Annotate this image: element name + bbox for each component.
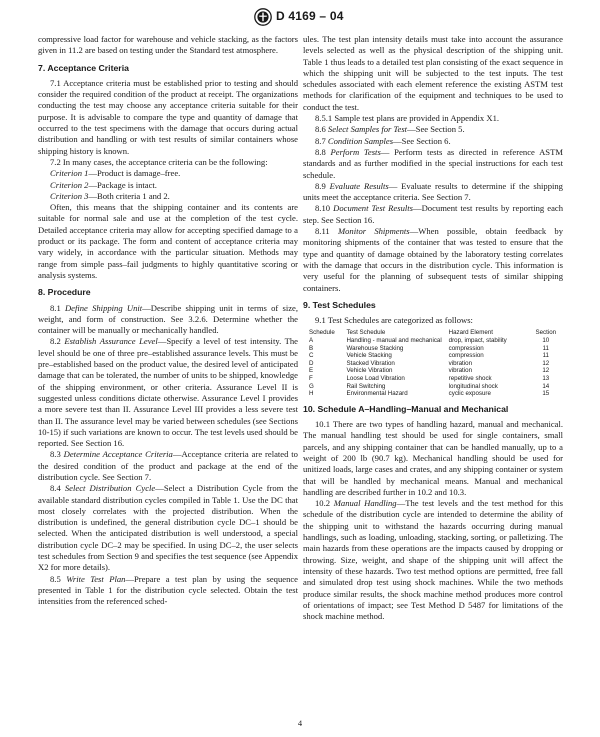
paragraph-8-5-text: —Prepare a test plan by using the sequence presented in Table 1 for the distribution cycle selected. Obtain the test intensities from the referenced sched- bbox=[38, 573, 299, 607]
table-row bbox=[303, 345, 563, 353]
criterion-1 bbox=[38, 168, 298, 179]
criterion-3-label: Criterion 3 bbox=[50, 190, 89, 201]
paragraph-8-3 bbox=[38, 449, 298, 483]
table-cell: compression bbox=[448, 352, 484, 360]
paragraph-8-6-number: 8.6 bbox=[315, 124, 326, 135]
table-cell: 11 bbox=[542, 344, 550, 352]
paragraph-8-3-number: 8.3 bbox=[50, 449, 61, 460]
table-cell: 13 bbox=[542, 374, 550, 382]
table-cell: B bbox=[309, 344, 314, 352]
table-row bbox=[303, 367, 563, 375]
paragraph-8-7 bbox=[303, 136, 563, 147]
paragraph-8-3-title: Determine Acceptance Criteria bbox=[63, 449, 173, 460]
table-cell: Vehicle Stacking bbox=[346, 352, 392, 360]
table-row bbox=[303, 383, 563, 391]
paragraph-8-1-title: Define Shipping Unit bbox=[64, 302, 143, 313]
paragraph-10-2-text: —The test levels and the test method for this schedule of the distribution cycle are intended to determine the ability of the shipping unit to withstand the hazards occurring during manual handlings, such as loading, unloading, stacking, sorting, or palletizing. The main hazards from these operations are the impacts caused by dropping or throwing. Size, weight, and shape of the shipping unit will affect the intensity of these hazards. Two test method options are permitted, free fall and simulated drop test using shock machines. While the two methods produce similar results, the shock machine method produces more control of orientations of impact; see Test Method D 5487 for limitations of the shock machine method. bbox=[303, 498, 563, 622]
table-cell: cyclic exposure bbox=[448, 390, 491, 398]
paragraph-8-8-text: — Perform tests as directed in reference ASTM standards and as further modified in the special instructions for each test schedule. bbox=[303, 146, 563, 180]
paragraph-10-2 bbox=[303, 498, 563, 622]
paragraph-8-9-title: Evaluate Results bbox=[329, 180, 389, 191]
paragraph-9-1: 9.1 Test Schedules are categorized as follows: bbox=[315, 315, 473, 326]
paragraph-7-often: Often, this means that the shipping container and its contents are suitable for normal sale and use at the completion of the test cycle. Detailed acceptance criteria may allow for accepting specified damage to a product or its package. The form and content of acceptance criteria may vary widely, in accordance with the particular situation. Methods may range from simple pass–fail judgments to highly quantitative scoring or analysis systems. bbox=[38, 202, 298, 280]
paragraph-8-9-text: — Evaluate results to determine if the shipping units meet the acceptance criteria. See Section 7. bbox=[303, 180, 563, 203]
paragraph-8-8 bbox=[303, 147, 563, 181]
paragraph-8-7-number: 8.7 bbox=[315, 135, 326, 146]
paragraph-8-4 bbox=[38, 483, 298, 573]
paragraph-8-11-number: 8.11 bbox=[315, 226, 330, 237]
paragraph-8-4-number: 8.4 bbox=[50, 483, 61, 494]
table-row bbox=[303, 337, 563, 345]
criterion-3-text: —Both criteria 1 and 2. bbox=[88, 190, 170, 201]
paragraph-8-6 bbox=[303, 124, 563, 135]
table-cell: Warehouse Stacking bbox=[346, 344, 404, 352]
table-cell: A bbox=[309, 337, 314, 345]
table-cell: compression bbox=[448, 344, 484, 352]
criterion-2-label: Criterion 2 bbox=[50, 179, 89, 190]
section-9-heading: 9. Test Schedules bbox=[303, 299, 376, 310]
paragraph-8-1-text: —Describe shipping unit in terms of size, weight, and form of construction. See 3.2.6. Determine whether the container will be manually or mechanically handled. bbox=[38, 302, 298, 336]
paragraph-8-11 bbox=[303, 226, 563, 294]
test-schedules-table bbox=[303, 329, 563, 397]
paragraph-10-2-title: Manual Handling bbox=[333, 498, 397, 509]
table-cell: vibration bbox=[448, 359, 473, 367]
section-10-heading: 10. Schedule A–Handling–Manual and Mechanical bbox=[303, 403, 509, 414]
section-8-heading: 8. Procedure bbox=[38, 287, 91, 298]
table-cell: Loose Load Vibration bbox=[346, 374, 405, 382]
table-cell: 15 bbox=[542, 390, 550, 398]
table-cell: Handling - manual and mechanical bbox=[346, 337, 442, 345]
paragraph-8-2-title: Establish Assurance Level bbox=[64, 336, 158, 347]
paragraph-8-10-title: Document Test Results bbox=[333, 203, 413, 214]
paragraph-8-9 bbox=[303, 181, 563, 204]
paragraph-7-2: 7.2 In many cases, the acceptance criteria can be the following: bbox=[50, 156, 268, 167]
paragraph-8-10 bbox=[303, 203, 563, 226]
paragraph-8-6-text: —See Section 5. bbox=[407, 124, 465, 135]
paragraph-8-8-number: 8.8 bbox=[315, 146, 326, 157]
astm-logo-icon bbox=[254, 8, 272, 26]
table-cell: Stacked Vibration bbox=[346, 359, 395, 367]
paragraph-8-1 bbox=[38, 303, 298, 337]
table-cell: 10 bbox=[542, 337, 550, 345]
table-cell: 11 bbox=[542, 352, 550, 360]
table-cell: repetitive shock bbox=[448, 374, 492, 382]
table-cell: Environmental Hazard bbox=[346, 390, 408, 398]
table-header-cell: Test Schedule bbox=[346, 329, 386, 337]
table-cell: drop, impact, stability bbox=[448, 337, 507, 345]
criterion-3 bbox=[38, 191, 298, 202]
page-number: 4 bbox=[297, 718, 303, 728]
table-row bbox=[303, 360, 563, 368]
paragraph-8-4-title: Select Distribution Cycle bbox=[64, 483, 156, 494]
paragraph-8-3-text: —Acceptance criteria are related to the desired condition of the product and package at the end of the distribution cycle. See Section 7. bbox=[38, 449, 298, 482]
continued-paragraph-right: ules. The test plan intensity details must take into account the assurance levels selected as well as the physical description of the shipping unit. Table 1 thus leads to a detailed test plan consisting of the exact sequence in which the shipping unit will be subjected to the test inputs. The test schedules associated with each element reference the existing ASTM test methods for clarification of the equipment and techniques to be used to conduct the test. bbox=[303, 34, 563, 112]
criterion-1-text: —Product is damage–free. bbox=[88, 168, 181, 179]
paragraph-8-7-title: Condition Samples bbox=[327, 135, 394, 146]
table-cell: E bbox=[309, 367, 314, 375]
left-column bbox=[38, 34, 298, 608]
paragraph-8-6-title: Select Samples for Test bbox=[327, 124, 408, 135]
table-cell: C bbox=[309, 352, 314, 360]
paragraph-8-9-number: 8.9 bbox=[315, 180, 326, 191]
table-row bbox=[303, 375, 563, 383]
table-cell: D bbox=[309, 359, 314, 367]
paragraph-8-5-title: Write Test Plan bbox=[66, 573, 126, 584]
table-header-row bbox=[303, 329, 563, 337]
paragraph-8-10-text: —Document test results by reporting each step. See Section 16. bbox=[303, 203, 564, 225]
table-cell: vibration bbox=[448, 367, 473, 375]
table-cell: Vehicle Vibration bbox=[346, 367, 393, 375]
paragraph-8-2-number: 8.2 bbox=[50, 336, 61, 347]
table-cell: longitudinal shock bbox=[448, 382, 498, 390]
table-cell: H bbox=[309, 390, 314, 398]
criterion-1-label: Criterion 1 bbox=[50, 168, 89, 179]
table-cell: 14 bbox=[542, 382, 550, 390]
paragraph-8-7-text: —See Section 6. bbox=[393, 135, 451, 146]
paragraph-8-4-text: —Select a Distribution Cycle from the available standard distribution cycles compiled in Table 1. Use the DC that most closely correlates with the projected distribution. When the distribution is undefined, the general distribution cycle DC–1 should be selected. When the anticipated distribution is well understood, a special distribution cycle DC–2 may be specified. In using DC–2, the user selects test schedules from Section 9 and specifies the test sequence (see Appendix X2 for more details). bbox=[38, 483, 298, 573]
paragraph-7-1: 7.1 Acceptance criteria must be established prior to testing and should consider the required condition of the product at receipt. The organizations conducting the test may choose any acceptance criteria suitable for their purpose. It is advisable to compare the type and quantity of damage that occurred to the test specimens with the damage that occurs during actual distribution and handling or with test results of similar containers whose shipping history is known. bbox=[38, 77, 298, 156]
criterion-2 bbox=[38, 180, 298, 191]
page-header bbox=[0, 8, 600, 30]
document-designation: D 4169 – 04 bbox=[276, 9, 344, 23]
table-cell: G bbox=[309, 382, 314, 390]
paragraph-8-1-number: 8.1 bbox=[50, 302, 61, 313]
table-row bbox=[303, 352, 563, 360]
paragraph-8-5-number: 8.5 bbox=[50, 573, 61, 584]
table-row bbox=[303, 390, 563, 398]
table-header-cell: Schedule bbox=[309, 329, 335, 337]
table-cell: F bbox=[309, 374, 313, 382]
continued-paragraph: compressive load factor for warehouse and vehicle stacking, as the factors given in 11.2 are based on testing under the Standard test atmosphere. bbox=[38, 34, 298, 56]
paragraph-8-2 bbox=[38, 336, 298, 449]
table-cell: 12 bbox=[542, 359, 550, 367]
paragraph-8-5 bbox=[38, 574, 298, 608]
paragraph-8-11-title: Monitor Shipments bbox=[337, 226, 410, 237]
table-cell: Rail Switching bbox=[346, 382, 386, 390]
paragraph-8-2-text: —Specify a level of test intensity. The level should be one of three pre–established assurance levels. This must be pre–established based on the product value, the desired level of anticipated damage that can be tolerated, the number of units to be shipped, knowledge of the shipping environment, or other criteria. Assurance Level II is suggested unless conditions dictate otherwise. Assurance Level I provides a more severe test than II. Assurance Level III provides a less severe test than II. The assurance level may be varied between schedules (see Sections 10-15) if such variations are known to occur. The test levels used should be reported. See Section 16. bbox=[38, 336, 298, 449]
right-column bbox=[303, 34, 563, 622]
paragraph-8-5-1: 8.5.1 Sample test plans are provided in Appendix X1. bbox=[315, 113, 500, 124]
table-cell: 12 bbox=[542, 367, 550, 375]
table-header-cell: Hazard Element bbox=[448, 329, 494, 337]
paragraph-8-8-title: Perform Tests bbox=[330, 146, 381, 157]
criterion-2-text: —Package is intact. bbox=[88, 179, 157, 190]
table-header-cell: Section bbox=[535, 329, 557, 337]
section-7-heading: 7. Acceptance Criteria bbox=[38, 62, 129, 73]
paragraph-10-2-number: 10.2 bbox=[315, 498, 331, 509]
paragraph-8-10-number: 8.10 bbox=[315, 203, 331, 214]
paragraph-10-1: 10.1 There are two types of handling hazard, manual and mechanical. The manual handling test should be used for single containers, small parcels, and any shipping container that can be handled manually, up to a weight of 200 lb (90.7 kg). Mechanical handling should be used for unitized loads, large cases and crates, and any shipping container or system that will be handled by mechanical means. Manual and mechanical handling are described further in 10.2 and 10.3. bbox=[303, 419, 563, 497]
paragraph-8-11-text: —When possible, obtain feedback by monitoring shipments of the container that was tested to ensure that the type and quantity of damage obtained by the laboratory testing correlates with the damage that occurs in the distribution cycle. This information is very useful for the planning of subsequent tests of similar shipping containers. bbox=[303, 226, 563, 293]
